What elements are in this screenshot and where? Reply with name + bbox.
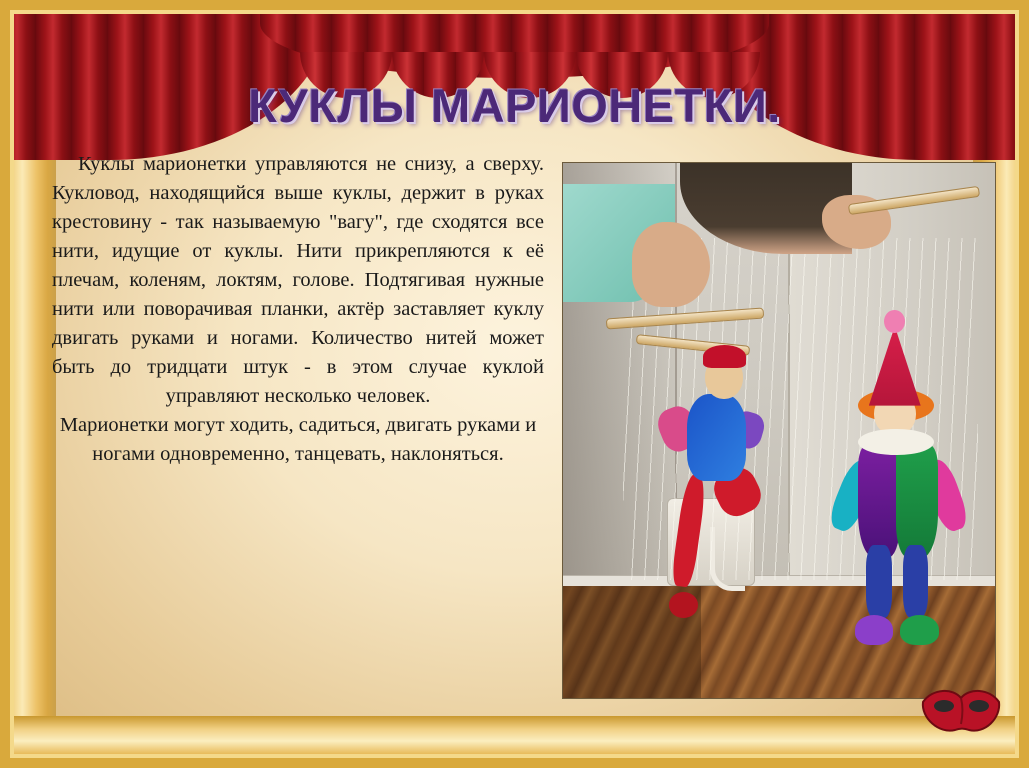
paragraph-1: Куклы марионетки управляются не снизу, а сверху. Кукловод, находящийся выше куклы, держит в руках крестовину - так называемую "вагу", где сходятся все нити, идущие от куклы. Нити прикрепляются к её плечам, коленям, локтям, голове. Подтягивая нужные нити или поворачивая планки, актёр заставляет куклу двигать руками и ногами. Количество нитей может быть до тридцати штук - в этом случае куклой управляют несколько человек. (52, 153, 544, 407)
marionette-photo (562, 162, 996, 699)
clown-collar (858, 429, 933, 456)
clown-body-left (858, 445, 899, 558)
page-title: КУКЛЫ МАРИОНЕТКИ. (248, 79, 781, 132)
gold-bottom-panel (0, 716, 1029, 768)
photo-puppeteer-hand-left (632, 222, 710, 308)
puppet-foot-left (669, 592, 698, 618)
clown-shoe-right (900, 615, 939, 645)
clown-hat (869, 326, 921, 406)
clown-leg-left (866, 545, 892, 618)
photo-puppet-rooster (658, 356, 770, 613)
paragraph-2: Марионетки могут ходить, садиться, двигать руками и ногами одновременно, танцевать, наклоняться. (59, 414, 537, 465)
carnival-mask-icon (919, 684, 1005, 742)
slide-body-text (52, 150, 544, 469)
clown-hat-pompom (884, 310, 905, 333)
clown-leg-right (903, 545, 929, 618)
puppet-body (687, 394, 745, 481)
puppet-comb (703, 345, 746, 368)
clown-body-right (896, 445, 937, 558)
puppet-leg-left (670, 473, 708, 588)
photo-puppet-clown (835, 313, 965, 645)
clown-shoe-left (855, 615, 894, 645)
